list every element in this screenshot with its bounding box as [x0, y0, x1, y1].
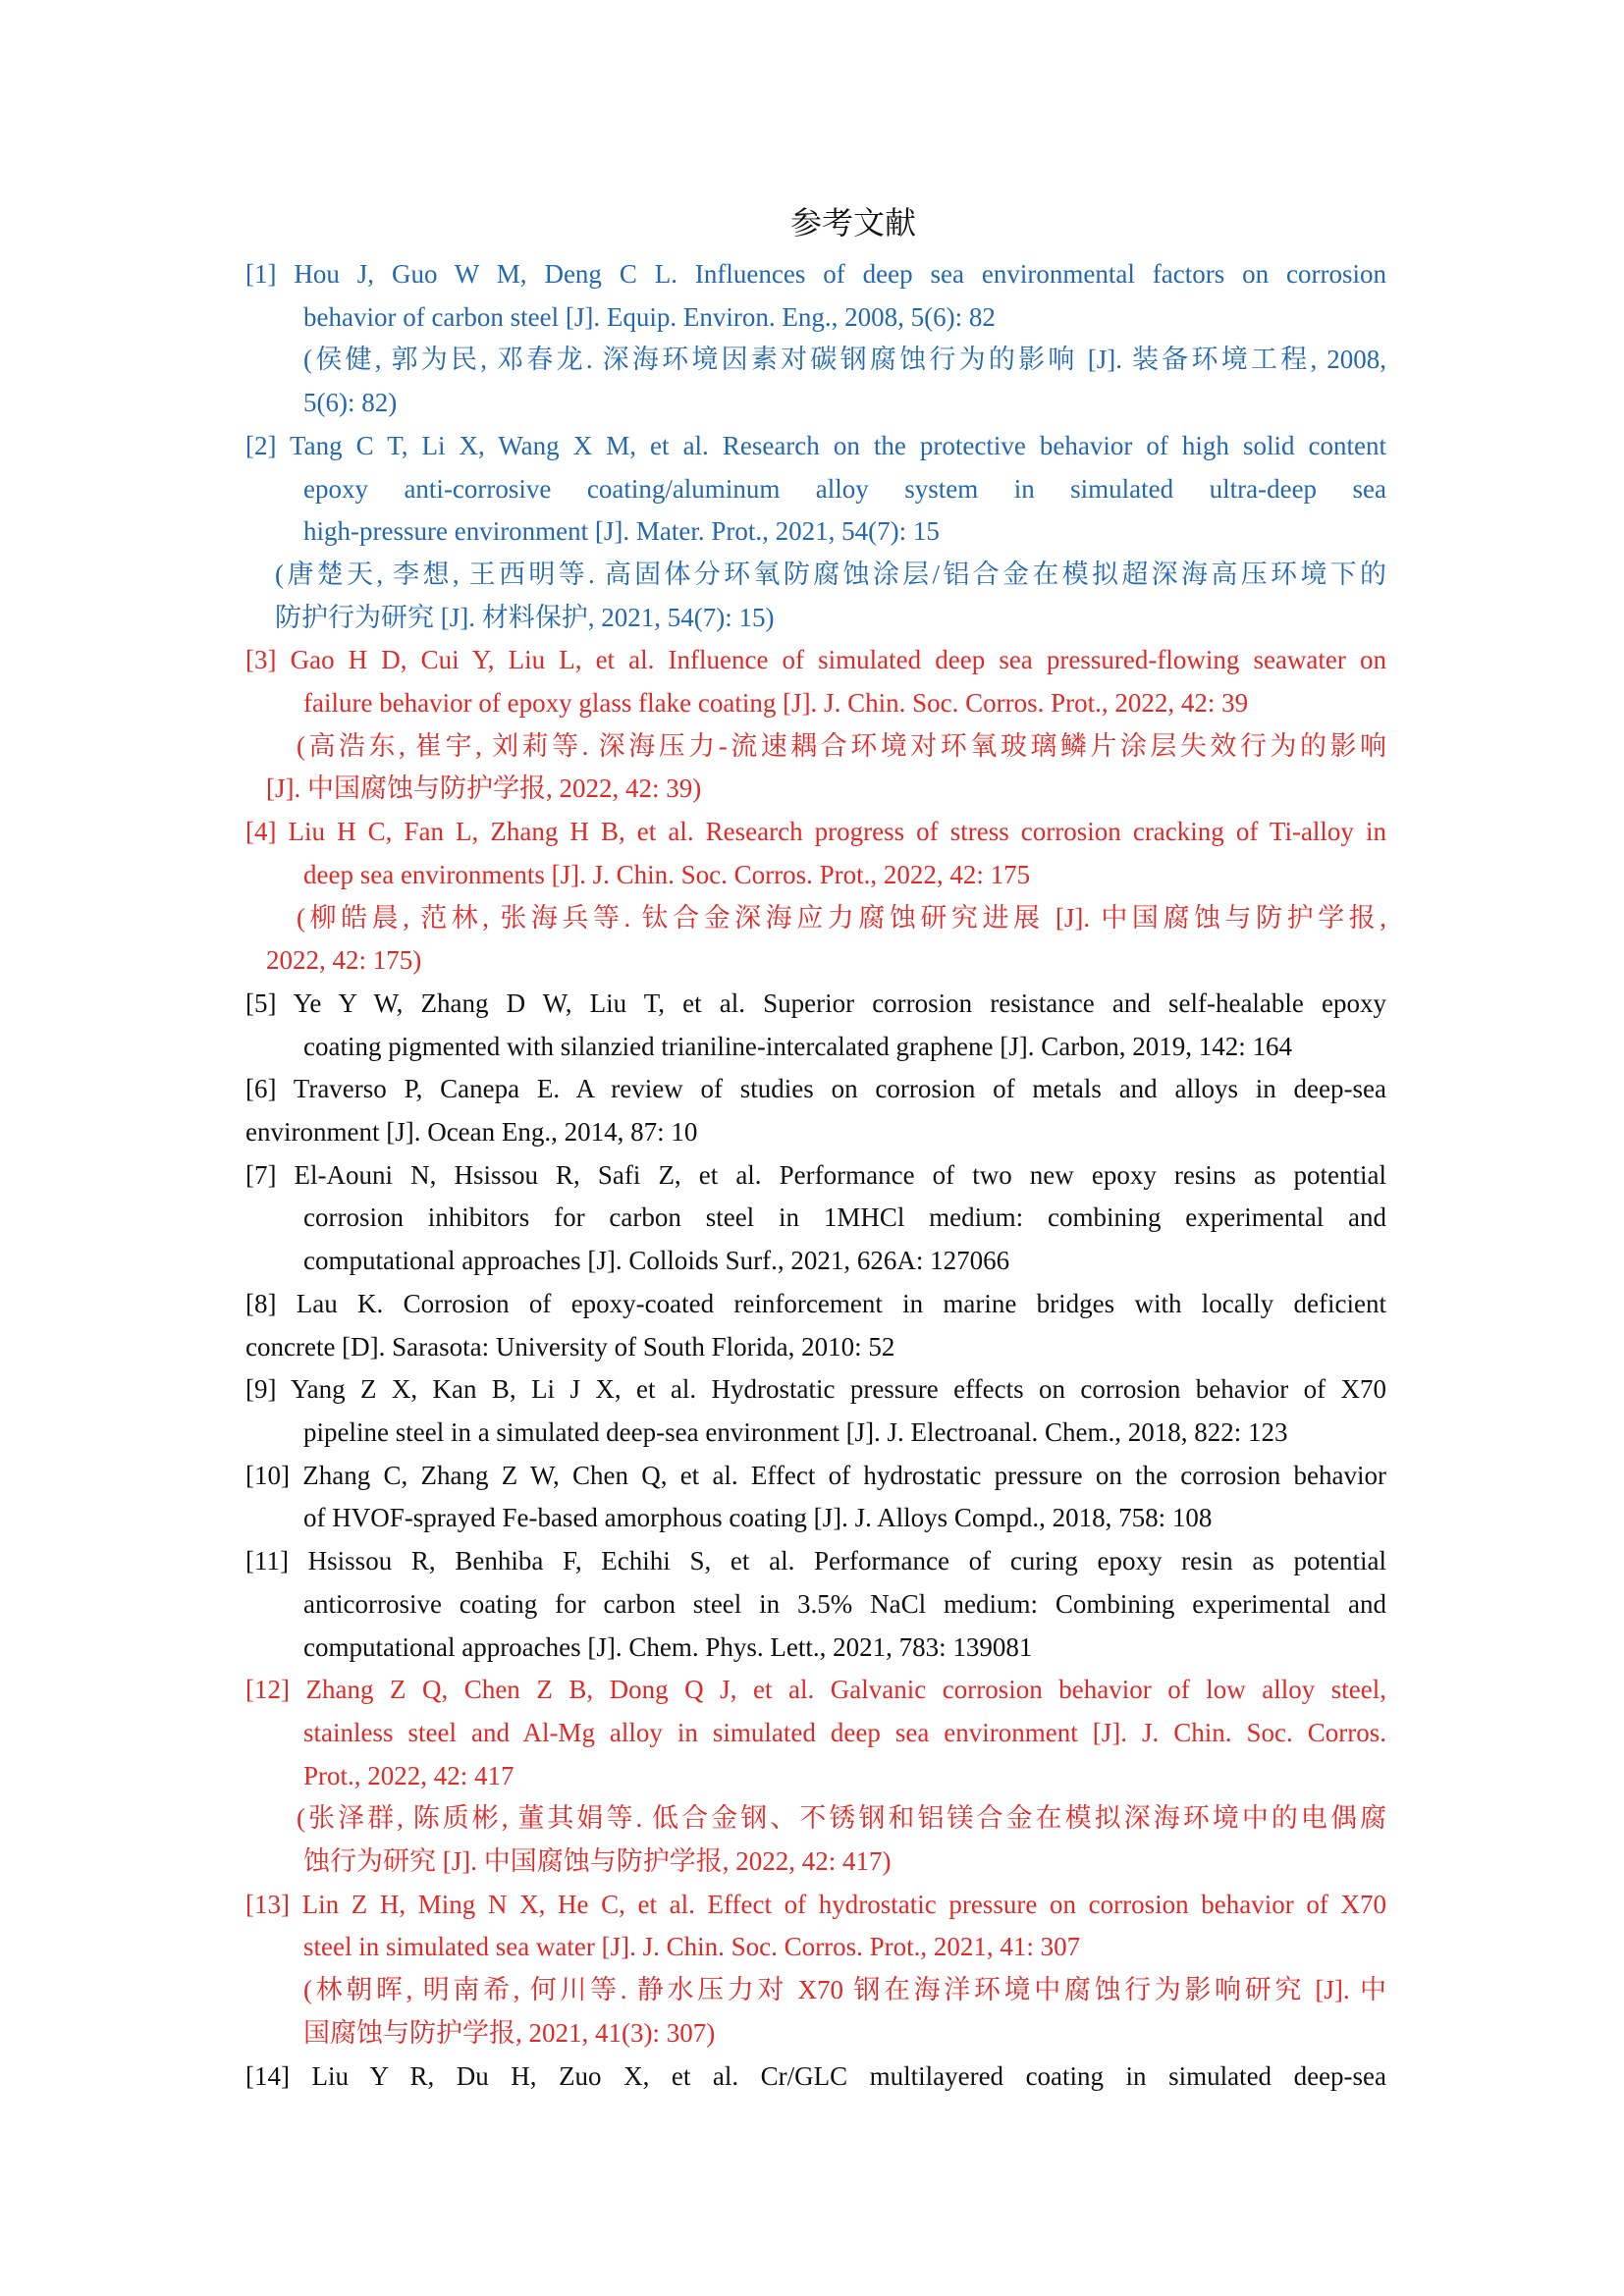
- reference-line: [7] El-Aouni N, Hsissou R, Safi Z, et al. Performance of two new epoxy resins as potential: [245, 1159, 1386, 1190]
- reference-8: [245, 1283, 1386, 1368]
- reference-line: steel in simulated sea water [J]. J. Chin. Soc. Corros. Prot., 2021, 41: 307: [303, 1932, 1081, 1962]
- reference-5: [245, 983, 1386, 1068]
- reference-line: deep sea environments [J]. J. Chin. Soc. Corros. Prot., 2022, 42: 175: [303, 859, 1031, 889]
- reference-line: [10] Zhang C, Zhang Z W, Chen Q, et al. Effect of hydrostatic pressure on the corrosion behavior: [245, 1460, 1386, 1490]
- reference-9: [245, 1368, 1386, 1454]
- reference-line: pipeline steel in a simulated deep-sea environment [J]. J. Electroanal. Chem., 2018, 822: 123: [303, 1416, 1288, 1447]
- reference-line: (侯健, 郭为民, 邓春龙. 深海环境因素对碳钢腐蚀行为的影响 [J]. 装备环境工程, 2008,: [303, 345, 1386, 375]
- reference-1: [245, 253, 1386, 425]
- reference-12: [245, 1669, 1386, 1884]
- reference-10: [245, 1455, 1386, 1540]
- reference-line: [J]. 中国腐蚀与防护学报, 2022, 42: 39): [266, 774, 702, 804]
- reference-line: 蚀行为研究 [J]. 中国腐蚀与防护学报, 2022, 42: 417): [303, 1846, 892, 1877]
- reference-line: [4] Liu H C, Fan L, Zhang H B, et al. Research progress of stress corrosion cracking of Ti-alloy in: [245, 817, 1386, 847]
- reference-line: stainless steel and Al-Mg alloy in simulated deep sea environment [J]. J. Chin. Soc. Corros.: [303, 1717, 1386, 1747]
- reference-line: [3] Gao H D, Cui Y, Liu L, et al. Influence of simulated deep sea pressured-flowing seawater on: [245, 645, 1386, 675]
- reference-13: [245, 1884, 1386, 2056]
- reference-line: failure behavior of epoxy glass flake coating [J]. J. Chin. Soc. Corros. Prot., 2022, 42: 39: [303, 688, 1249, 719]
- reference-line: [9] Yang Z X, Kan B, Li J X, et al. Hydrostatic pressure effects on corrosion behavior of X70: [245, 1374, 1386, 1405]
- reference-line: 2022, 42: 175): [266, 945, 422, 976]
- reference-line: computational approaches [J]. Chem. Phys. Lett., 2021, 783: 139081: [303, 1631, 1033, 1662]
- reference-line: (高浩东, 崔宇, 刘莉等. 深海压力-流速耦合环境对环氧玻璃鳞片涂层失效行为的影响: [297, 730, 1386, 761]
- reference-line: [1] Hou J, Guo W M, Deng C L. Influences of deep sea environmental factors on corrosion: [245, 259, 1386, 289]
- reference-4: [245, 811, 1386, 983]
- reference-6: [245, 1068, 1386, 1153]
- reference-line: [5] Ye Y W, Zhang D W, Liu T, et al. Superior corrosion resistance and self-healable epoxy: [245, 988, 1386, 1018]
- reference-list: [245, 253, 1386, 2098]
- reference-line: concrete [D]. Sarasota: University of South Florida, 2010: 52: [245, 1331, 895, 1362]
- reference-line: epoxy anti-corrosive coating/aluminum alloy system in simulated ultra-deep sea: [303, 473, 1386, 504]
- reference-7: [245, 1154, 1386, 1283]
- reference-line: [14] Liu Y R, Du H, Zuo X, et al. Cr/GLC multilayered coating in simulated deep-sea: [245, 2060, 1386, 2091]
- reference-line: [2] Tang C T, Li X, Wang X M, et al. Research on the protective behavior of high solid content: [245, 430, 1386, 460]
- reference-line: [12] Zhang Z Q, Chen Z B, Dong Q J, et al. Galvanic corrosion behavior of low alloy steel,: [245, 1675, 1386, 1705]
- reference-line: behavior of carbon steel [J]. Equip. Environ. Eng., 2008, 5(6): 82: [303, 301, 996, 332]
- reference-line: (林朝晖, 明南希, 何川等. 静水压力对 X70 钢在海洋环境中腐蚀行为影响研究 [J]. 中: [303, 1975, 1386, 2005]
- reference-line: Prot., 2022, 42: 417: [303, 1760, 514, 1790]
- reference-2: [245, 425, 1386, 640]
- page-title: 参考文献: [789, 205, 916, 240]
- reference-line: 5(6): 82): [303, 388, 398, 418]
- reference-line: high-pressure environment [J]. Mater. Prot., 2021, 54(7): 15: [303, 516, 940, 547]
- reference-line: 防护行为研究 [J]. 材料保护, 2021, 54(7): 15): [275, 602, 775, 632]
- reference-line: [6] Traverso P, Canepa E. A review of studies on corrosion of metals and alloys in deep-sea: [245, 1074, 1386, 1104]
- reference-11: [245, 1540, 1386, 1669]
- reference-line: computational approaches [J]. Colloids Surf., 2021, 626A: 127066: [303, 1246, 1010, 1276]
- reference-3: [245, 639, 1386, 811]
- reference-line: [8] Lau K. Corrosion of epoxy-coated reinforcement in marine bridges with locally deficient: [245, 1288, 1386, 1318]
- reference-line: corrosion inhibitors for carbon steel in 1MHCl medium: combining experimental and: [303, 1202, 1386, 1233]
- reference-line: anticorrosive coating for carbon steel in 3.5% NaCl medium: Combining experimental and: [303, 1588, 1386, 1619]
- reference-line: (张泽群, 陈质彬, 董其娟等. 低合金钢、不锈钢和铝镁合金在模拟深海环境中的电偶腐: [297, 1803, 1386, 1834]
- reference-line: environment [J]. Ocean Eng., 2014, 87: 10: [245, 1117, 698, 1148]
- reference-line: [13] Lin Z H, Ming N X, He C, et al. Effect of hydrostatic pressure on corrosion behavior of X70: [245, 1889, 1386, 1919]
- reference-line: (柳皓晨, 范林, 张海兵等. 钛合金深海应力腐蚀研究进展 [J]. 中国腐蚀与防护学报,: [297, 902, 1386, 933]
- reference-line: (唐楚天, 李想, 王西明等. 高固体分环氧防腐蚀涂层/铝合金在模拟超深海高压环境下的: [275, 559, 1386, 589]
- reference-line: of HVOF-sprayed Fe-based amorphous coating [J]. J. Alloys Compd., 2018, 758: 108: [303, 1503, 1213, 1533]
- reference-line: [11] Hsissou R, Benhiba F, Echihi S, et al. Performance of curing epoxy resin as potential: [245, 1546, 1386, 1576]
- reference-line: coating pigmented with silanzied trianiline-intercalated graphene [J]. Carbon, 2019, 142: 164: [303, 1031, 1292, 1061]
- reference-14: [245, 2056, 1386, 2099]
- reference-line: 国腐蚀与防护学报, 2021, 41(3): 307): [303, 2017, 716, 2048]
